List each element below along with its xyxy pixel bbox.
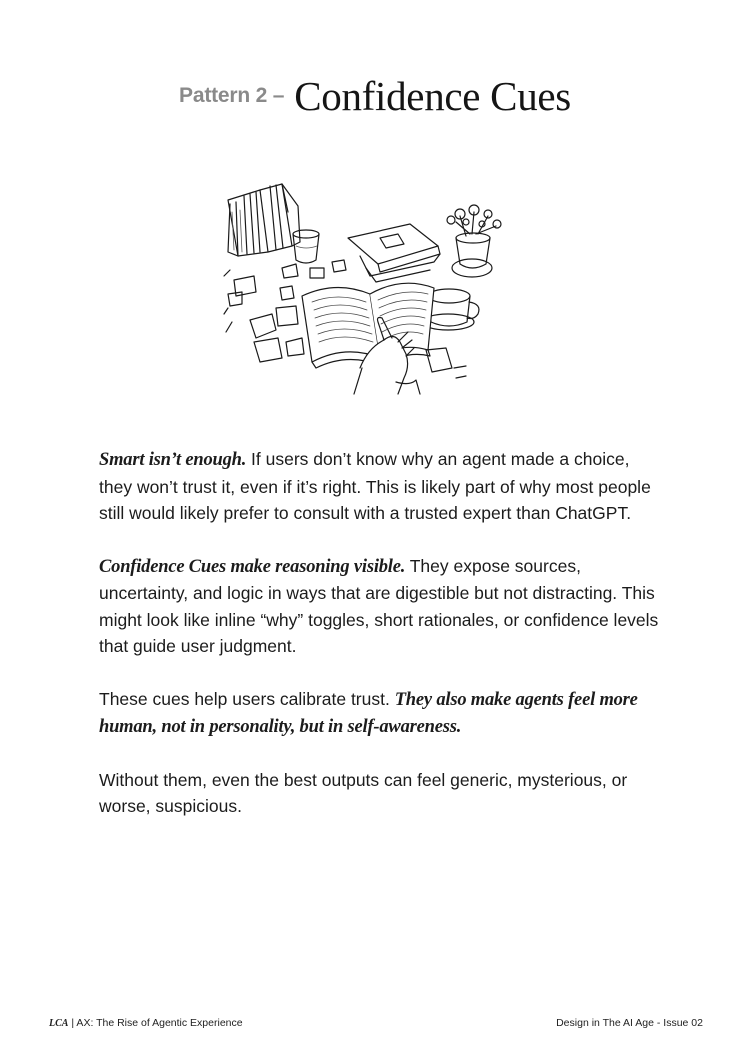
- footer-logo: LCA: [49, 1018, 69, 1029]
- paragraph-1-text: If users don’t know why an agent made a choice, they won’t trust it, even if it’s right. This is likely part of why most people still would likely prefer to consult with a trusted expert than ChatGPT.: [99, 449, 651, 523]
- books-icon: [228, 184, 300, 256]
- glass-icon: [293, 230, 319, 263]
- reading-desk-illustration: [220, 172, 520, 398]
- page-footer: [49, 1017, 703, 1029]
- paragraph-2: [99, 553, 659, 660]
- paragraph-4: [99, 767, 659, 820]
- paragraph-1: [99, 446, 659, 527]
- paragraph-2-lead: Confidence Cues make reasoning visible.: [99, 556, 406, 577]
- paragraph-4-text: Without them, even the best outputs can feel generic, mysterious, or worse, suspicious.: [99, 769, 628, 816]
- page-title: Confidence Cues: [294, 73, 571, 119]
- pattern-label: Pattern 2 –: [179, 84, 285, 107]
- notebook-stack-icon: [348, 224, 440, 282]
- paragraph-3: [99, 686, 659, 741]
- page-header: [0, 72, 750, 120]
- paragraph-2-text: They expose sources, uncertainty, and logic in ways that are digestible but not distracting. This might look like inline “why” toggles, short rationales, or confidence levels that guide user judgment.: [99, 555, 659, 656]
- paragraph-1-lead: Smart isn’t enough.: [99, 450, 247, 470]
- footer-publication: | AX: The Rise of Agentic Experience: [68, 1017, 243, 1029]
- footer-issue: Design in The AI Age - Issue 02: [556, 1017, 703, 1029]
- footer-left: [49, 1017, 243, 1029]
- paragraph-3-text: These cues help users calibrate trust.: [99, 688, 395, 709]
- flower-pot-icon: [447, 205, 501, 277]
- paragraph-3-emphasis: They also make agents feel more human, not in personality, but in self-awareness.: [99, 689, 638, 737]
- article-body: [99, 446, 659, 846]
